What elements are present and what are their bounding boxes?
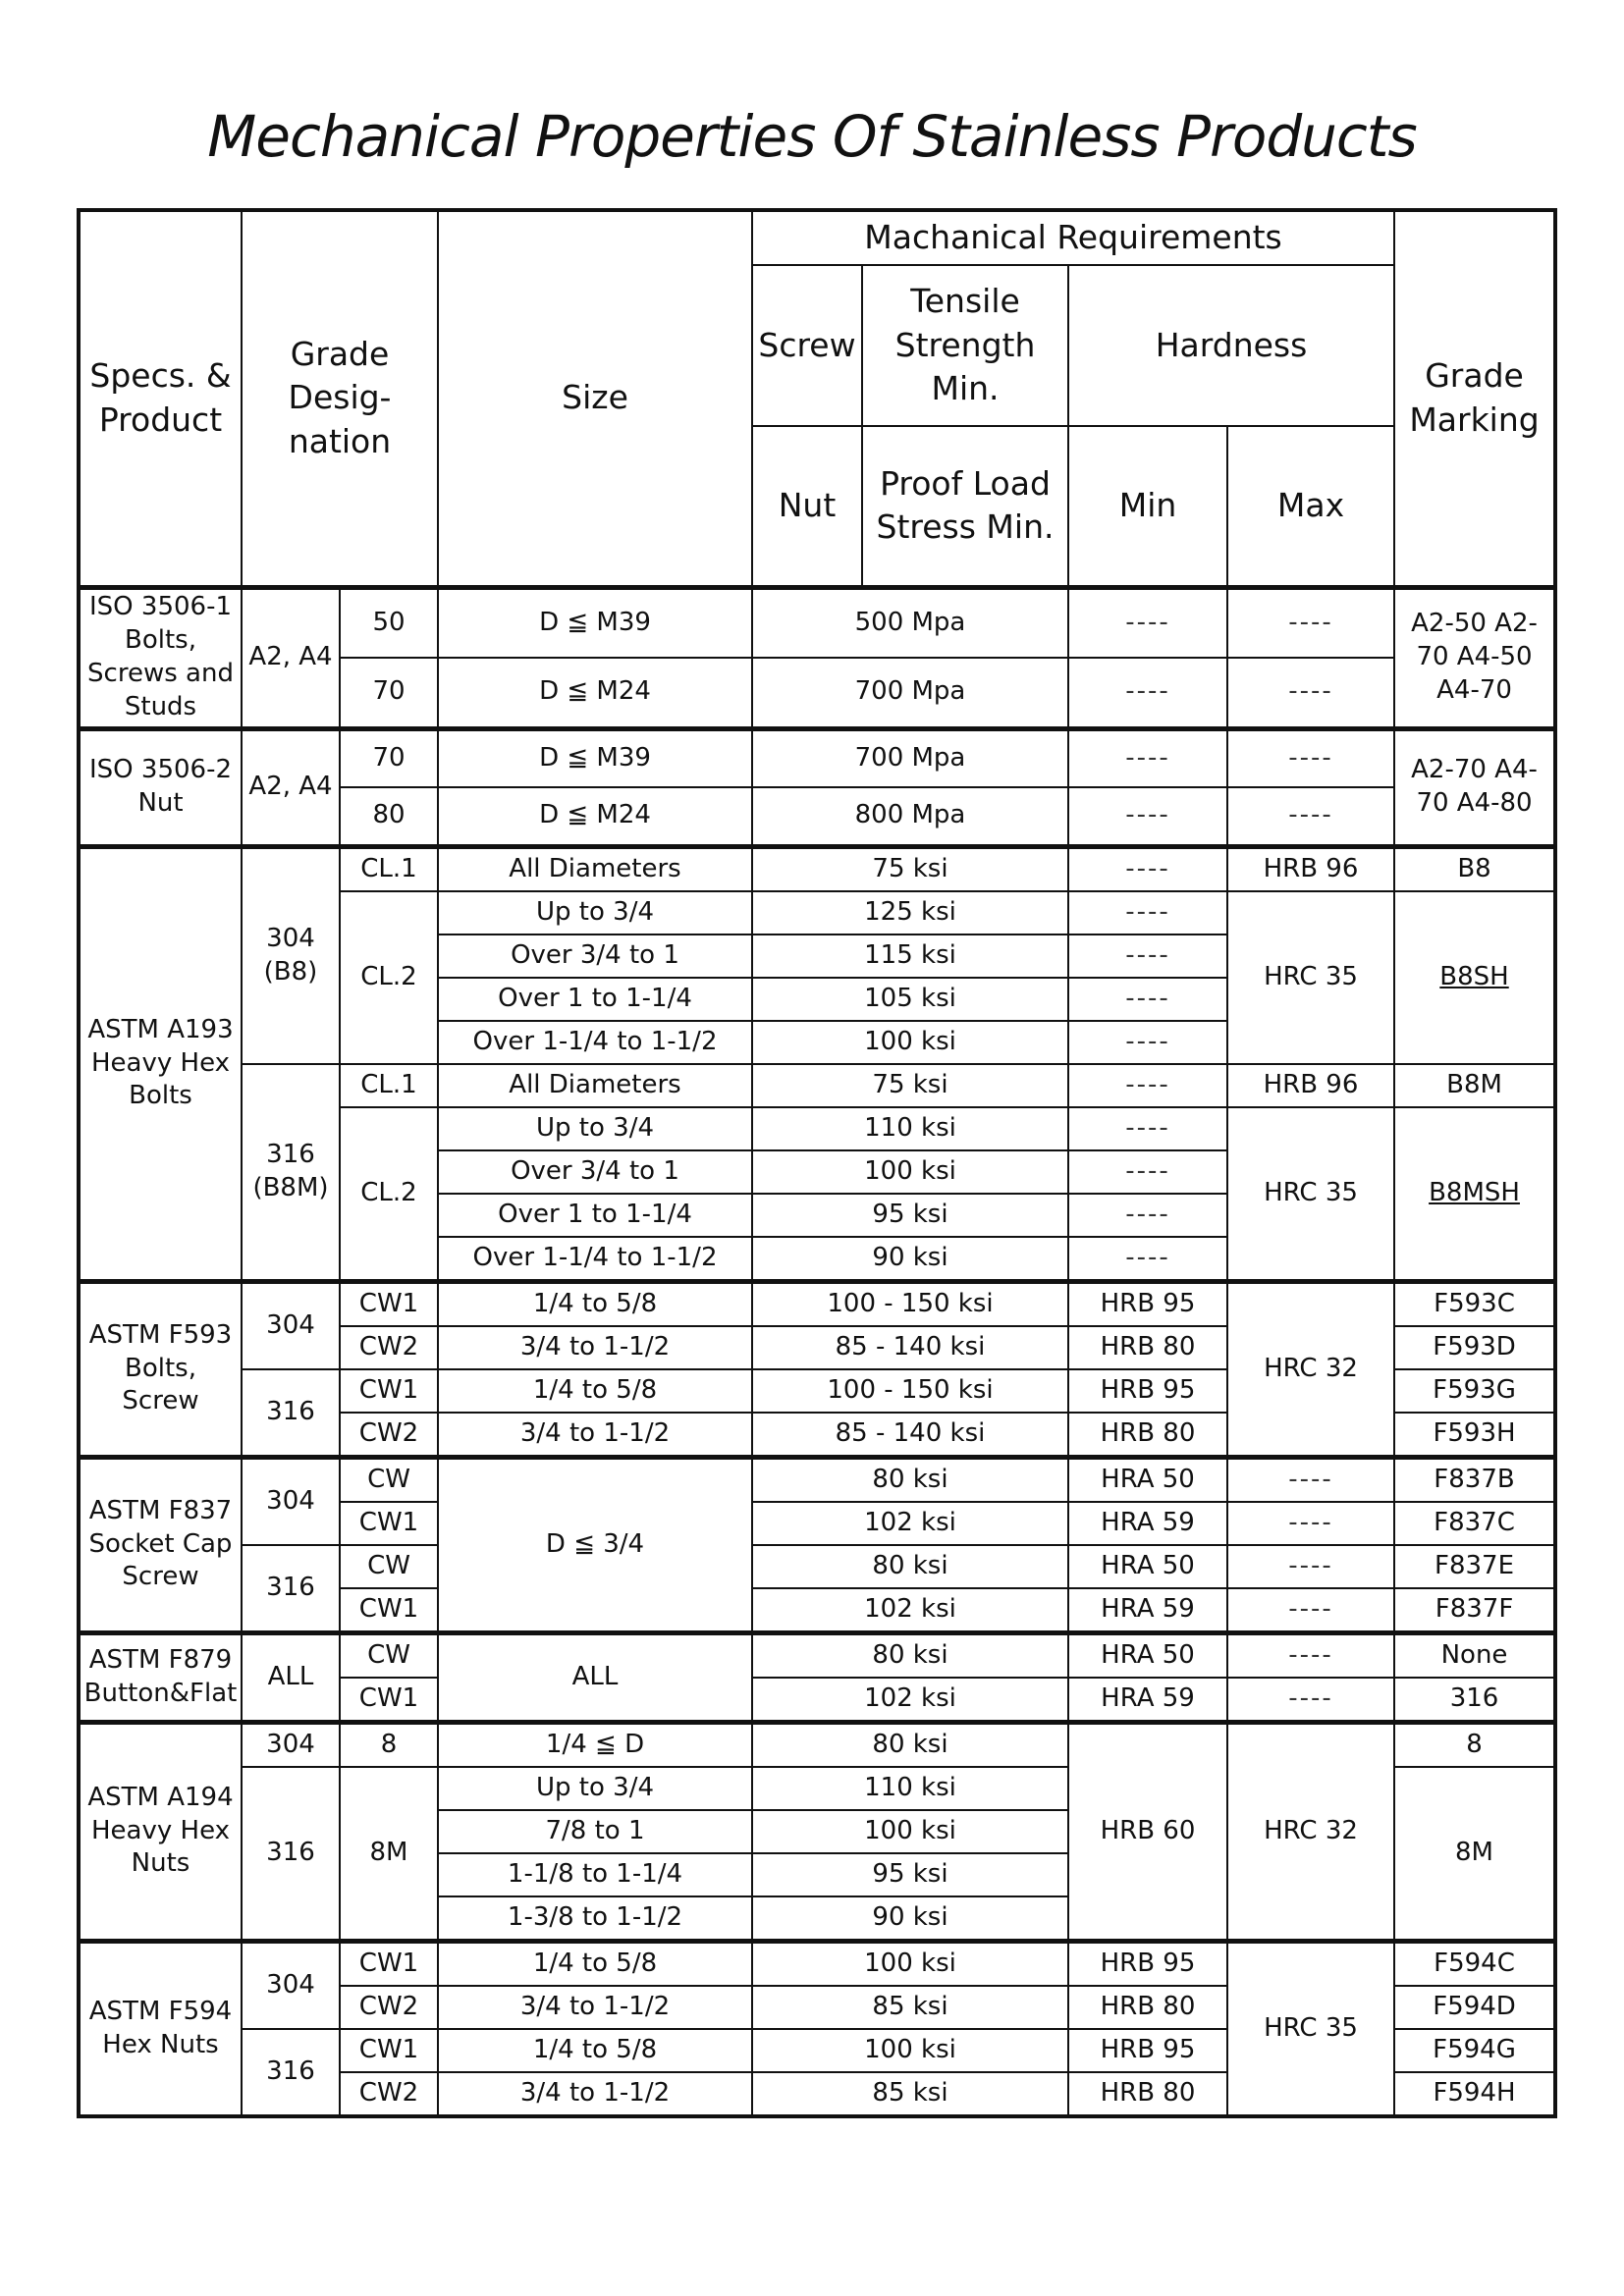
hardness-max-cell: ----: [1227, 1457, 1394, 1502]
hardness-max-cell: ----: [1227, 728, 1394, 787]
tensile-cell: 115 ksi: [752, 934, 1068, 978]
header-tensile-strength: Tensile Strength Min.: [862, 265, 1068, 426]
size-cell: All Diameters: [438, 846, 752, 891]
hardness-min-cell: HRA 59: [1068, 1502, 1227, 1545]
size-cell: 1/4 to 5/8: [438, 2029, 752, 2072]
size-cell: D ≦ M39: [438, 728, 752, 787]
hardness-min-cell: ----: [1068, 1237, 1227, 1282]
size-cell: 1/4 to 5/8: [438, 1281, 752, 1326]
size-cell: Over 1 to 1-1/4: [438, 1194, 752, 1237]
size-cell: Up to 3/4: [438, 1107, 752, 1150]
table-row: [79, 728, 1555, 787]
size-cell: Up to 3/4: [438, 891, 752, 934]
header-grade-designation: Grade Desig- nation: [242, 210, 438, 587]
marking-cell: F837C: [1394, 1502, 1555, 1545]
tensile-cell: 100 ksi: [752, 1150, 1068, 1194]
size-cell: 3/4 to 1-1/2: [438, 1986, 752, 2029]
tensile-cell: 95 ksi: [752, 1194, 1068, 1237]
grade-cell: A2, A4: [242, 587, 340, 728]
hardness-min-cell: HRA 50: [1068, 1457, 1227, 1502]
hardness-max-cell: ----: [1227, 587, 1394, 658]
size-cell: ALL: [438, 1632, 752, 1722]
table-row: [79, 587, 1555, 658]
marking-cell: F594G: [1394, 2029, 1555, 2072]
size-cell: Over 1 to 1-1/4: [438, 978, 752, 1021]
hardness-max-cell: ----: [1227, 1502, 1394, 1545]
table-row: [79, 1722, 1555, 1767]
grade-cell: 316: [242, 1369, 340, 1458]
hardness-min-cell: HRA 59: [1068, 1588, 1227, 1633]
size-cell: 7/8 to 1: [438, 1810, 752, 1853]
hardness-min-cell: HRB 95: [1068, 2029, 1227, 2072]
tensile-cell: 102 ksi: [752, 1502, 1068, 1545]
hardness-max-cell: ----: [1227, 1678, 1394, 1723]
grade-cell: 316: [242, 1545, 340, 1633]
marking-cell: F594C: [1394, 1941, 1555, 1986]
grade-cell: 316: [242, 2029, 340, 2116]
hardness-min-cell: ----: [1068, 1021, 1227, 1064]
table-row: [79, 1545, 1555, 1588]
marking-cell: F593H: [1394, 1413, 1555, 1458]
table-row: [79, 1281, 1555, 1326]
hardness-max-cell: ----: [1227, 658, 1394, 728]
size-cell: 1-3/8 to 1-1/2: [438, 1896, 752, 1942]
hardness-max-cell: ----: [1227, 1588, 1394, 1633]
marking-cell: None: [1394, 1632, 1555, 1678]
size-cell: 1/4 to 5/8: [438, 1369, 752, 1413]
hardness-min-cell: ----: [1068, 587, 1227, 658]
tensile-cell: 80 ksi: [752, 1545, 1068, 1588]
tensile-cell: 110 ksi: [752, 1767, 1068, 1810]
table-row: [79, 1632, 1555, 1678]
class-cell: CL.2: [340, 891, 438, 1064]
header-mechanical-requirements: Machanical Requirements: [752, 210, 1394, 265]
header-hardness-max: Max: [1227, 426, 1394, 587]
marking-cell: F594H: [1394, 2072, 1555, 2116]
class-cell: CW2: [340, 1413, 438, 1458]
hardness-max-cell: HRC 32: [1227, 1281, 1394, 1457]
header-grade-marking: Grade Marking: [1394, 210, 1555, 587]
size-cell: All Diameters: [438, 1064, 752, 1107]
spec-cell: ASTM A194 Heavy Hex Nuts: [79, 1722, 242, 1941]
hardness-max-cell: ----: [1227, 1632, 1394, 1678]
hardness-min-cell: HRA 59: [1068, 1678, 1227, 1723]
size-cell: 1/4 ≦ D: [438, 1722, 752, 1767]
hardness-min-cell: ----: [1068, 846, 1227, 891]
class-cell: CW1: [340, 2029, 438, 2072]
marking-cell: B8: [1394, 846, 1555, 891]
hardness-min-cell: ----: [1068, 1064, 1227, 1107]
size-cell: 3/4 to 1-1/2: [438, 1413, 752, 1458]
hardness-min-cell: ----: [1068, 891, 1227, 934]
size-cell: 1-1/8 to 1-1/4: [438, 1853, 752, 1896]
hardness-max-cell: HRC 32: [1227, 1722, 1394, 1941]
marking-cell: F593G: [1394, 1369, 1555, 1413]
hardness-min-cell: HRB 80: [1068, 1413, 1227, 1458]
marking-cell: F593D: [1394, 1326, 1555, 1369]
marking-cell: B8SH: [1394, 891, 1555, 1064]
grade-cell: 304: [242, 1722, 340, 1767]
hardness-min-cell: ----: [1068, 728, 1227, 787]
tensile-cell: 102 ksi: [752, 1678, 1068, 1723]
class-cell: CL.1: [340, 1064, 438, 1107]
hardness-min-cell: ----: [1068, 934, 1227, 978]
class-cell: CL.1: [340, 846, 438, 891]
size-cell: D ≦ 3/4: [438, 1457, 752, 1632]
marking-cell: F837F: [1394, 1588, 1555, 1633]
tensile-cell: 80 ksi: [752, 1632, 1068, 1678]
marking-cell: B8MSH: [1394, 1107, 1555, 1282]
marking-cell: 8: [1394, 1722, 1555, 1767]
size-cell: Over 1-1/4 to 1-1/2: [438, 1021, 752, 1064]
grade-cell: 304: [242, 1941, 340, 2029]
class-cell: 50: [340, 587, 438, 658]
spec-cell: ASTM A193 Heavy Hex Bolts: [79, 846, 242, 1281]
size-cell: Up to 3/4: [438, 1767, 752, 1810]
spec-cell: ASTM F837 Socket Cap Screw: [79, 1457, 242, 1632]
class-cell: CW: [340, 1457, 438, 1502]
tensile-cell: 85 ksi: [752, 2072, 1068, 2116]
class-cell: CW1: [340, 1281, 438, 1326]
marking-cell: B8M: [1394, 1064, 1555, 1107]
spec-cell: ASTM F594 Hex Nuts: [79, 1941, 242, 2116]
marking-cell: 8M: [1394, 1767, 1555, 1942]
class-cell: CW: [340, 1545, 438, 1588]
class-cell: CW1: [340, 1588, 438, 1633]
hardness-min-cell: HRB 80: [1068, 2072, 1227, 2116]
hardness-min-cell: HRA 50: [1068, 1632, 1227, 1678]
size-cell: Over 3/4 to 1: [438, 1150, 752, 1194]
class-cell: 70: [340, 658, 438, 728]
grade-cell: 304: [242, 1281, 340, 1369]
class-cell: 8M: [340, 1767, 438, 1942]
class-cell: CW2: [340, 1326, 438, 1369]
hardness-min-cell: ----: [1068, 1107, 1227, 1150]
tensile-cell: 85 ksi: [752, 1986, 1068, 2029]
class-cell: 70: [340, 728, 438, 787]
tensile-cell: 700 Mpa: [752, 728, 1068, 787]
hardness-min-cell: ----: [1068, 658, 1227, 728]
class-cell: CW1: [340, 1678, 438, 1723]
hardness-max-cell: HRB 96: [1227, 1064, 1394, 1107]
class-cell: 80: [340, 787, 438, 846]
class-cell: CW1: [340, 1502, 438, 1545]
hardness-min-cell: HRB 80: [1068, 1986, 1227, 2029]
hardness-max-cell: HRC 35: [1227, 1107, 1394, 1282]
hardness-max-cell: HRB 96: [1227, 846, 1394, 891]
class-cell: 8: [340, 1722, 438, 1767]
header-proof-load: Proof Load Stress Min.: [862, 426, 1068, 587]
hardness-min-cell: HRB 95: [1068, 1369, 1227, 1413]
size-cell: D ≦ M39: [438, 587, 752, 658]
spec-cell: ISO 3506-1 Bolts, Screws and Studs: [79, 587, 242, 728]
class-cell: CL.2: [340, 1107, 438, 1282]
spec-cell: ASTM F879 Button&Flat: [79, 1632, 242, 1722]
hardness-min-cell: ----: [1068, 1150, 1227, 1194]
tensile-cell: 100 - 150 ksi: [752, 1369, 1068, 1413]
grade-cell: 316 (B8M): [242, 1064, 340, 1282]
properties-table: [77, 208, 1557, 2118]
hardness-min-cell: HRB 95: [1068, 1281, 1227, 1326]
marking-cell: F594D: [1394, 1986, 1555, 2029]
size-cell: 3/4 to 1-1/2: [438, 1326, 752, 1369]
tensile-cell: 95 ksi: [752, 1853, 1068, 1896]
grade-cell: A2, A4: [242, 728, 340, 846]
tensile-cell: 85 - 140 ksi: [752, 1413, 1068, 1458]
tensile-cell: 80 ksi: [752, 1457, 1068, 1502]
marking-cell: 316: [1394, 1678, 1555, 1723]
tensile-cell: 85 - 140 ksi: [752, 1326, 1068, 1369]
table-row: [79, 1941, 1555, 1986]
header-screw: Screw: [752, 265, 862, 426]
tensile-cell: 100 - 150 ksi: [752, 1281, 1068, 1326]
size-cell: 3/4 to 1-1/2: [438, 2072, 752, 2116]
hardness-min-cell: ----: [1068, 787, 1227, 846]
hardness-max-cell: HRC 35: [1227, 891, 1394, 1064]
tensile-cell: 90 ksi: [752, 1896, 1068, 1942]
size-cell: D ≦ M24: [438, 787, 752, 846]
tensile-cell: 700 Mpa: [752, 658, 1068, 728]
table-row: [79, 1457, 1555, 1502]
header-specs-product: Specs. & Product: [79, 210, 242, 587]
grade-cell: 316: [242, 1767, 340, 1942]
tensile-cell: 100 ksi: [752, 1810, 1068, 1853]
header-hardness-min: Min: [1068, 426, 1227, 587]
table-row: [79, 846, 1555, 891]
tensile-cell: 90 ksi: [752, 1237, 1068, 1282]
marking-cell: A2-50 A2-70 A4-50 A4-70: [1394, 587, 1555, 728]
class-cell: CW2: [340, 1986, 438, 2029]
hardness-max-cell: ----: [1227, 1545, 1394, 1588]
tensile-cell: 125 ksi: [752, 891, 1068, 934]
tensile-cell: 800 Mpa: [752, 787, 1068, 846]
hardness-min-cell: HRA 50: [1068, 1545, 1227, 1588]
tensile-cell: 102 ksi: [752, 1588, 1068, 1633]
class-cell: CW2: [340, 2072, 438, 2116]
table-row: [79, 1064, 1555, 1107]
hardness-max-cell: HRC 35: [1227, 1941, 1394, 2116]
tensile-cell: 105 ksi: [752, 978, 1068, 1021]
marking-cell: F593C: [1394, 1281, 1555, 1326]
hardness-min-cell: HRB 60: [1068, 1722, 1227, 1941]
marking-cell: A2-70 A4-70 A4-80: [1394, 728, 1555, 846]
marking-cell: F837E: [1394, 1545, 1555, 1588]
spec-cell: ASTM F593 Bolts, Screw: [79, 1281, 242, 1457]
grade-cell: ALL: [242, 1632, 340, 1722]
size-cell: Over 3/4 to 1: [438, 934, 752, 978]
class-cell: CW1: [340, 1941, 438, 1986]
size-cell: 1/4 to 5/8: [438, 1941, 752, 1986]
tensile-cell: 100 ksi: [752, 1021, 1068, 1064]
hardness-min-cell: ----: [1068, 978, 1227, 1021]
tensile-cell: 100 ksi: [752, 1941, 1068, 1986]
header-hardness: Hardness: [1068, 265, 1394, 426]
hardness-max-cell: ----: [1227, 787, 1394, 846]
grade-cell: 304 (B8): [242, 846, 340, 1064]
grade-cell: 304: [242, 1457, 340, 1545]
hardness-min-cell: HRB 95: [1068, 1941, 1227, 1986]
class-cell: CW: [340, 1632, 438, 1678]
header-size: Size: [438, 210, 752, 587]
header-nut: Nut: [752, 426, 862, 587]
size-cell: D ≦ M24: [438, 658, 752, 728]
page-title: Mechanical Properties Of Stainless Products: [207, 103, 1417, 170]
hardness-min-cell: ----: [1068, 1194, 1227, 1237]
marking-cell: F837B: [1394, 1457, 1555, 1502]
tensile-cell: 80 ksi: [752, 1722, 1068, 1767]
tensile-cell: 100 ksi: [752, 2029, 1068, 2072]
tensile-cell: 75 ksi: [752, 846, 1068, 891]
size-cell: Over 1-1/4 to 1-1/2: [438, 1237, 752, 1282]
tensile-cell: 500 Mpa: [752, 587, 1068, 658]
class-cell: CW1: [340, 1369, 438, 1413]
hardness-min-cell: HRB 80: [1068, 1326, 1227, 1369]
tensile-cell: 110 ksi: [752, 1107, 1068, 1150]
tensile-cell: 75 ksi: [752, 1064, 1068, 1107]
spec-cell: ISO 3506-2 Nut: [79, 728, 242, 846]
